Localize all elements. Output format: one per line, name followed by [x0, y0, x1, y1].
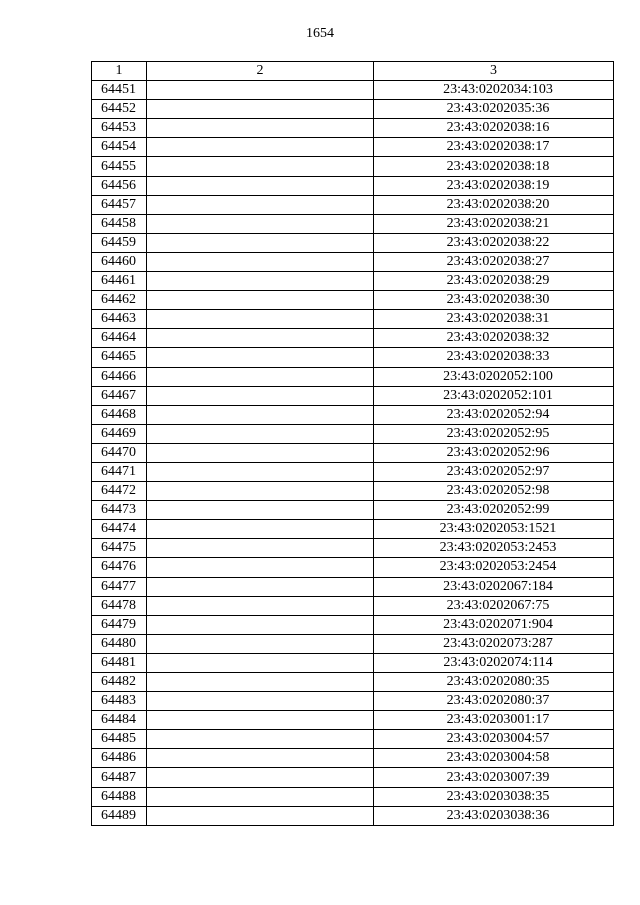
- table-row: [92, 596, 614, 615]
- cadastral-number-cell: 23:43:0203007:39: [374, 768, 614, 787]
- cadastral-number-cell: 23:43:0202038:16: [374, 119, 614, 138]
- cadastral-number-cell: 23:43:0202035:36: [374, 100, 614, 119]
- table-header: [92, 62, 614, 81]
- row-empty-cell: [147, 100, 374, 119]
- table-row: [92, 673, 614, 692]
- cadastral-number-cell: 23:43:0202038:33: [374, 348, 614, 367]
- cadastral-number-cell: 23:43:0202052:94: [374, 405, 614, 424]
- table-row: [92, 348, 614, 367]
- table-row: [92, 768, 614, 787]
- row-number-cell: 64489: [92, 806, 147, 825]
- cadastral-number-cell: 23:43:0203038:35: [374, 787, 614, 806]
- row-number-cell: 64465: [92, 348, 147, 367]
- row-number-cell: 64477: [92, 577, 147, 596]
- cadastral-number-cell: 23:43:0202038:17: [374, 138, 614, 157]
- row-empty-cell: [147, 577, 374, 596]
- row-number-cell: 64473: [92, 501, 147, 520]
- row-empty-cell: [147, 424, 374, 443]
- table-row: [92, 424, 614, 443]
- row-empty-cell: [147, 806, 374, 825]
- table-row: [92, 501, 614, 520]
- row-number-cell: 64451: [92, 81, 147, 100]
- header-cell-2: 2: [147, 62, 374, 81]
- row-empty-cell: [147, 730, 374, 749]
- row-empty-cell: [147, 81, 374, 100]
- cadastral-number-cell: 23:43:0202080:37: [374, 692, 614, 711]
- table-row: [92, 119, 614, 138]
- header-row: [92, 62, 614, 81]
- table-row: [92, 443, 614, 462]
- table-row: [92, 214, 614, 233]
- row-empty-cell: [147, 367, 374, 386]
- row-number-cell: 64456: [92, 176, 147, 195]
- table-row: [92, 386, 614, 405]
- row-number-cell: 64488: [92, 787, 147, 806]
- row-number-cell: 64478: [92, 596, 147, 615]
- row-empty-cell: [147, 157, 374, 176]
- row-empty-cell: [147, 501, 374, 520]
- table-row: [92, 233, 614, 252]
- row-empty-cell: [147, 138, 374, 157]
- cadastral-number-cell: 23:43:0203001:17: [374, 711, 614, 730]
- table-row: [92, 577, 614, 596]
- table-row: [92, 806, 614, 825]
- row-empty-cell: [147, 386, 374, 405]
- table-row: [92, 482, 614, 501]
- row-number-cell: 64481: [92, 653, 147, 672]
- row-number-cell: 64485: [92, 730, 147, 749]
- cadastral-number-cell: 23:43:0202052:98: [374, 482, 614, 501]
- row-number-cell: 64459: [92, 233, 147, 252]
- row-number-cell: 64466: [92, 367, 147, 386]
- table-row: [92, 615, 614, 634]
- table-row: [92, 367, 614, 386]
- row-empty-cell: [147, 634, 374, 653]
- row-number-cell: 64474: [92, 520, 147, 539]
- cadastral-number-cell: 23:43:0202038:29: [374, 272, 614, 291]
- row-empty-cell: [147, 787, 374, 806]
- cadastral-number-cell: 23:43:0202071:904: [374, 615, 614, 634]
- row-number-cell: 64484: [92, 711, 147, 730]
- table-row: [92, 462, 614, 481]
- row-number-cell: 64472: [92, 482, 147, 501]
- table-row: [92, 634, 614, 653]
- cadastral-number-cell: 23:43:0202053:1521: [374, 520, 614, 539]
- row-number-cell: 64467: [92, 386, 147, 405]
- table-row: [92, 558, 614, 577]
- cadastral-number-cell: 23:43:0202074:114: [374, 653, 614, 672]
- cadastral-number-cell: 23:43:0202038:30: [374, 291, 614, 310]
- table-row: [92, 711, 614, 730]
- cadastral-number-cell: 23:43:0202080:35: [374, 673, 614, 692]
- table-row: [92, 195, 614, 214]
- page-number: 1654: [306, 26, 334, 41]
- row-number-cell: 64460: [92, 252, 147, 271]
- cadastral-number-cell: 23:43:0202038:18: [374, 157, 614, 176]
- table-row: [92, 692, 614, 711]
- table-row: [92, 252, 614, 271]
- cadastral-number-cell: 23:43:0203038:36: [374, 806, 614, 825]
- row-number-cell: 64464: [92, 329, 147, 348]
- row-number-cell: 64480: [92, 634, 147, 653]
- table-row: [92, 310, 614, 329]
- cadastral-number-cell: 23:43:0202034:103: [374, 81, 614, 100]
- table-row: [92, 329, 614, 348]
- cadastral-number-cell: 23:43:0202038:22: [374, 233, 614, 252]
- row-empty-cell: [147, 692, 374, 711]
- cadastral-number-cell: 23:43:0202038:19: [374, 176, 614, 195]
- cadastral-number-cell: 23:43:0202038:27: [374, 252, 614, 271]
- table-row: [92, 100, 614, 119]
- row-number-cell: 64487: [92, 768, 147, 787]
- row-number-cell: 64463: [92, 310, 147, 329]
- row-number-cell: 64462: [92, 291, 147, 310]
- row-empty-cell: [147, 673, 374, 692]
- row-number-cell: 64486: [92, 749, 147, 768]
- row-number-cell: 64458: [92, 214, 147, 233]
- row-empty-cell: [147, 443, 374, 462]
- row-empty-cell: [147, 329, 374, 348]
- row-number-cell: 64452: [92, 100, 147, 119]
- row-number-cell: 64468: [92, 405, 147, 424]
- cadastral-number-cell: 23:43:0202053:2453: [374, 539, 614, 558]
- cadastral-number-cell: 23:43:0202038:20: [374, 195, 614, 214]
- table-row: [92, 81, 614, 100]
- table-row: [92, 291, 614, 310]
- row-empty-cell: [147, 520, 374, 539]
- row-empty-cell: [147, 252, 374, 271]
- header-cell-1: 1: [92, 62, 147, 81]
- row-empty-cell: [147, 119, 374, 138]
- cadastral-number-cell: 23:43:0202052:100: [374, 367, 614, 386]
- row-number-cell: 64479: [92, 615, 147, 634]
- row-empty-cell: [147, 233, 374, 252]
- row-empty-cell: [147, 462, 374, 481]
- row-empty-cell: [147, 272, 374, 291]
- table-row: [92, 653, 614, 672]
- table-row: [92, 405, 614, 424]
- table-row: [92, 749, 614, 768]
- cadastral-number-cell: 23:43:0203004:58: [374, 749, 614, 768]
- row-empty-cell: [147, 711, 374, 730]
- table-body: [92, 81, 614, 826]
- row-empty-cell: [147, 405, 374, 424]
- cadastral-number-cell: 23:43:0202067:184: [374, 577, 614, 596]
- table-row: [92, 520, 614, 539]
- row-empty-cell: [147, 749, 374, 768]
- row-empty-cell: [147, 653, 374, 672]
- row-empty-cell: [147, 310, 374, 329]
- row-number-cell: 64455: [92, 157, 147, 176]
- row-number-cell: 64482: [92, 673, 147, 692]
- cadastral-number-cell: 23:43:0202038:21: [374, 214, 614, 233]
- row-empty-cell: [147, 615, 374, 634]
- row-number-cell: 64471: [92, 462, 147, 481]
- cadastral-number-cell: 23:43:0202038:32: [374, 329, 614, 348]
- row-empty-cell: [147, 596, 374, 615]
- row-empty-cell: [147, 768, 374, 787]
- table-row: [92, 176, 614, 195]
- cadastral-number-cell: 23:43:0202052:101: [374, 386, 614, 405]
- table-row: [92, 272, 614, 291]
- table-row: [92, 138, 614, 157]
- row-number-cell: 64461: [92, 272, 147, 291]
- row-empty-cell: [147, 291, 374, 310]
- row-empty-cell: [147, 214, 374, 233]
- row-number-cell: 64483: [92, 692, 147, 711]
- row-number-cell: 64453: [92, 119, 147, 138]
- cadastral-number-cell: 23:43:0202052:97: [374, 462, 614, 481]
- table-row: [92, 539, 614, 558]
- cadastral-number-cell: 23:43:0203004:57: [374, 730, 614, 749]
- row-empty-cell: [147, 482, 374, 501]
- row-number-cell: 64470: [92, 443, 147, 462]
- registry-table: [91, 61, 614, 826]
- row-number-cell: 64454: [92, 138, 147, 157]
- cadastral-number-cell: 23:43:0202052:95: [374, 424, 614, 443]
- cadastral-number-cell: 23:43:0202052:96: [374, 443, 614, 462]
- table-row: [92, 730, 614, 749]
- table-row: [92, 787, 614, 806]
- row-empty-cell: [147, 176, 374, 195]
- cadastral-number-cell: 23:43:0202038:31: [374, 310, 614, 329]
- row-number-cell: 64476: [92, 558, 147, 577]
- cadastral-number-cell: 23:43:0202067:75: [374, 596, 614, 615]
- cadastral-number-cell: 23:43:0202052:99: [374, 501, 614, 520]
- row-empty-cell: [147, 195, 374, 214]
- row-empty-cell: [147, 539, 374, 558]
- row-empty-cell: [147, 348, 374, 367]
- row-number-cell: 64475: [92, 539, 147, 558]
- row-empty-cell: [147, 558, 374, 577]
- cadastral-number-cell: 23:43:0202053:2454: [374, 558, 614, 577]
- row-number-cell: 64469: [92, 424, 147, 443]
- header-cell-3: 3: [374, 62, 614, 81]
- row-number-cell: 64457: [92, 195, 147, 214]
- table-row: [92, 157, 614, 176]
- cadastral-number-cell: 23:43:0202073:287: [374, 634, 614, 653]
